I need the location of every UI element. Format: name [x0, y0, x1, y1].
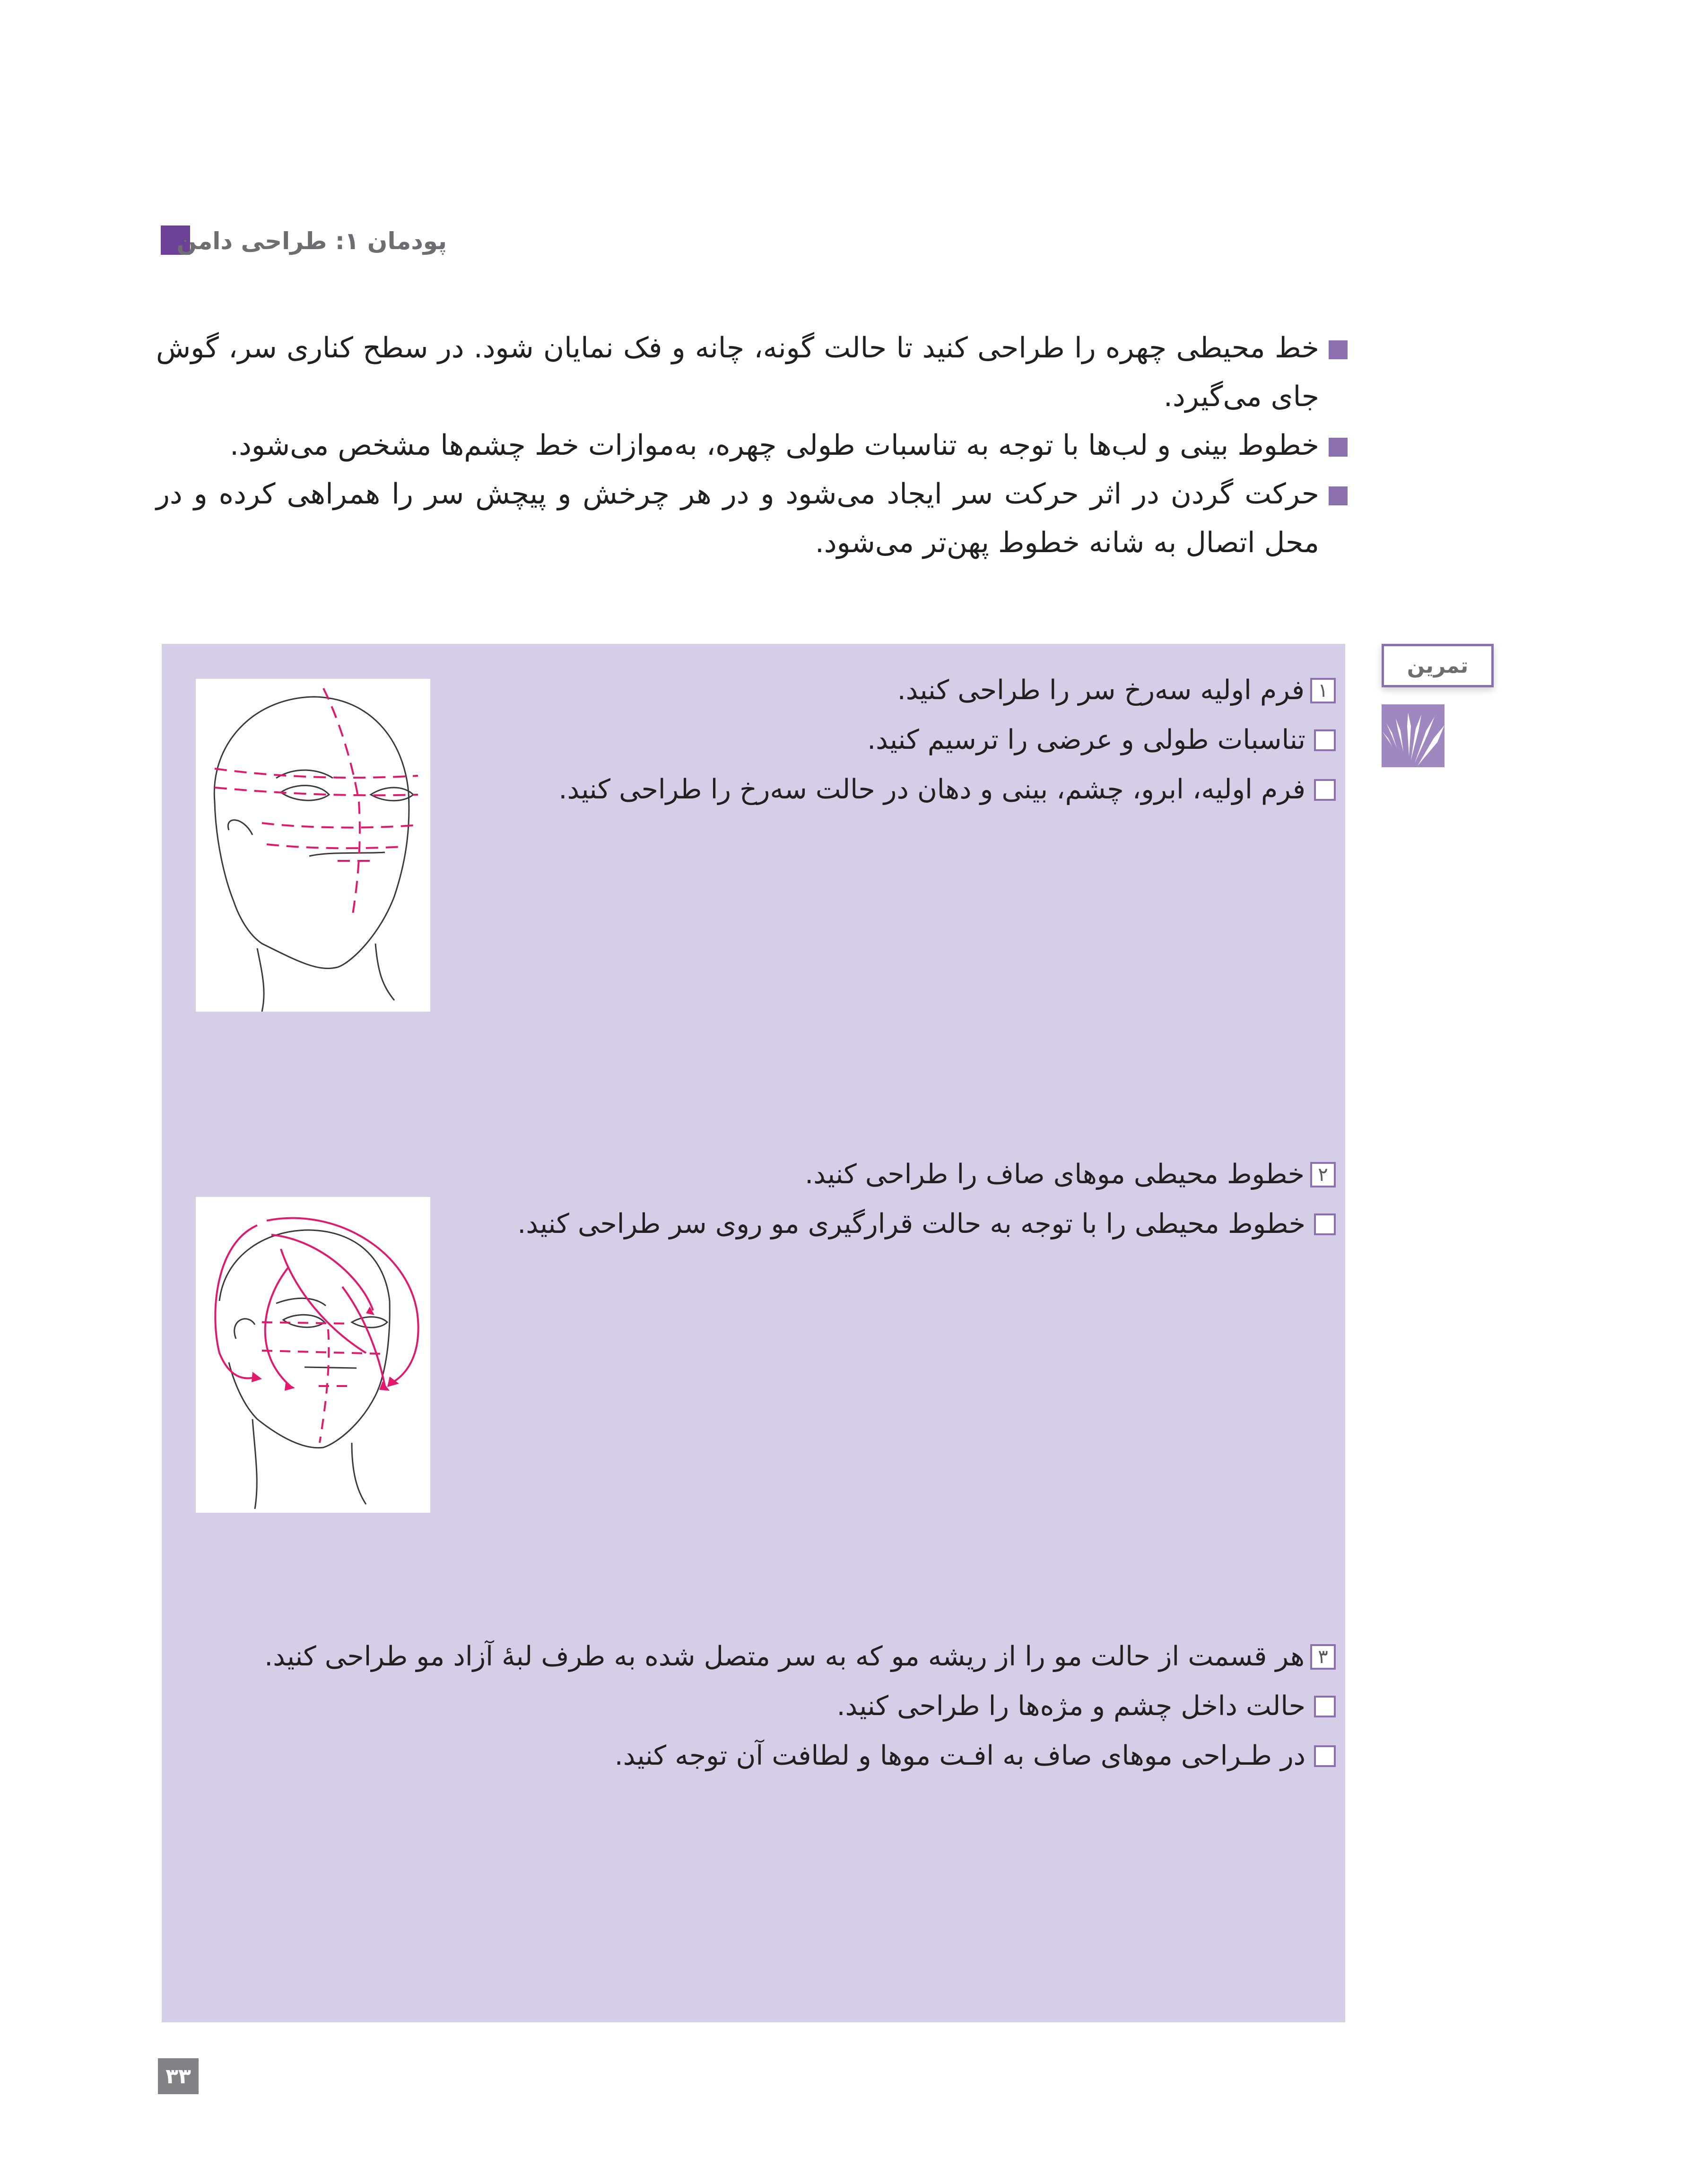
exercise-group-2 — [517, 1150, 1336, 1249]
exercise-step: ۲ خطوط محیطی موهای صاف را طراحی کنید. — [517, 1150, 1336, 1199]
checkbox[interactable] — [1314, 1213, 1336, 1235]
checkbox[interactable] — [1314, 1745, 1336, 1767]
exercise-step: تناسبات طولی و عرضی را ترسیم کنید. — [558, 715, 1336, 765]
exercise-group-3 — [264, 1632, 1336, 1781]
exercise-step: خطوط محیطی را با توجه به حالت قرارگیری مو روی سر طراحی کنید. — [517, 1199, 1336, 1249]
exercise-brush-icon — [1382, 704, 1444, 767]
exercise-label: تمرین — [1382, 644, 1494, 687]
square-bullet-icon — [1329, 438, 1348, 457]
checkbox[interactable] — [1314, 779, 1336, 801]
square-bullet-icon — [1329, 486, 1348, 505]
exercise-step: فرم اولیه، ابرو، چشم، بینی و دهان در حالت سه‌رخ را طراحی کنید. — [558, 765, 1336, 815]
intro-bullet: خط محیطی چهره را طراحی کنید تا حالت گونه، چانه و فک نمایان شود. در سطح کناری سر، گوش جای می‌گیرد. — [156, 324, 1319, 421]
exercise-step: ۱ فرم اولیه سه‌رخ سر را طراحی کنید. — [558, 666, 1336, 715]
intro-bullet-list — [156, 324, 1319, 567]
square-bullet-icon — [1329, 340, 1348, 359]
chapter-title: پودمان ۱: طراحی دامن — [176, 227, 447, 255]
exercise-step: در طـراحی موهای صاف به افـت موها و لطافت آن توجه کنید. — [264, 1731, 1336, 1781]
step-number-badge: ۳ — [1310, 1644, 1336, 1670]
checkbox[interactable] — [1314, 729, 1336, 751]
step-number-badge: ۱ — [1310, 678, 1336, 703]
checkbox[interactable] — [1314, 1696, 1336, 1717]
step-number-badge: ۲ — [1310, 1162, 1336, 1187]
page-number: ۳۳ — [158, 2058, 199, 2094]
intro-bullet: خطوط بینی و لب‌ها با توجه به تناسبات طولی چهره، به‌موازات خط چشم‌ها مشخص می‌شود. — [156, 421, 1319, 470]
intro-bullet: حرکت گردن در اثر حرکت سر ایجاد می‌شود و در هر چرخش و پیچش سر را همراهی کرده و در محل اتصال به شانه خطوط پهن‌تر می‌شود. — [156, 470, 1319, 567]
exercise-step: حالت داخل چشم و مژه‌ها را طراحی کنید. — [264, 1681, 1336, 1731]
three-quarter-head-sketch — [196, 679, 430, 1012]
exercise-group-1 — [558, 666, 1336, 815]
head-hair-direction-sketch — [196, 1197, 430, 1513]
exercise-step: ۳ هر قسمت از حالت مو را از ریشه مو که به سر متصل شده به طرف لبۀ آزاد مو طراحی کنید. — [264, 1632, 1336, 1681]
